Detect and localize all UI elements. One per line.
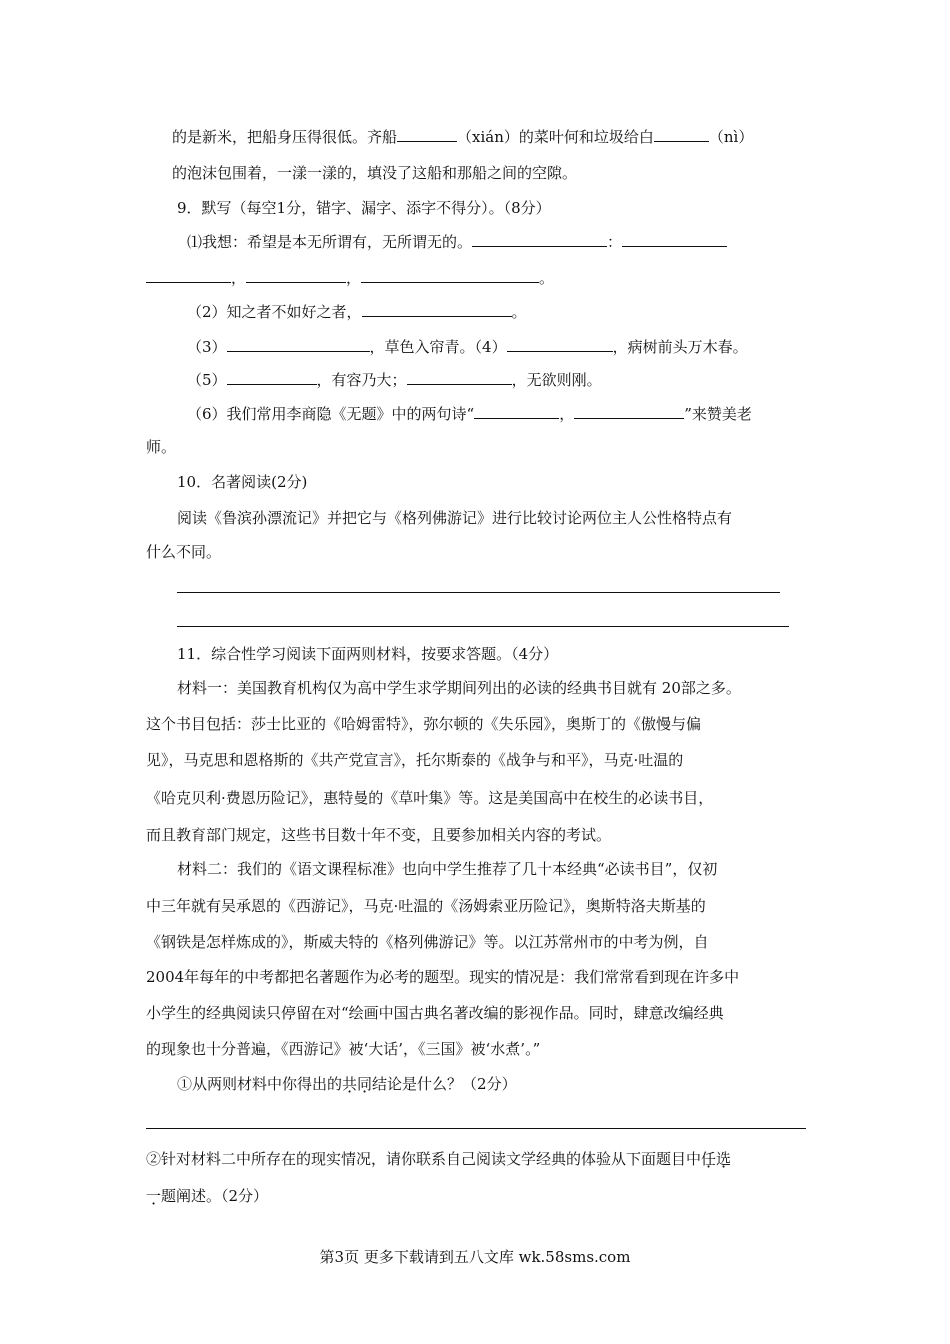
answer-line[interactable] bbox=[177, 626, 789, 627]
blank[interactable] bbox=[362, 301, 512, 317]
q9-title: 9．默写（每空1分，错字、漏字、添字不得分）。（8分） bbox=[177, 199, 551, 217]
q9-item-6-cont: 师。 bbox=[146, 438, 177, 456]
material-2-line: 中三年就有吴承恩的《西游记》，马克·吐温的《汤姆索亚历险记》，奥斯特洛夫斯基的 bbox=[146, 897, 706, 915]
blank[interactable] bbox=[246, 267, 346, 283]
material-2-line: 2004年每年的中考都把名著题作为必考的题型。现实的情况是：我们常常看到现在许多中 bbox=[146, 968, 740, 986]
q9-item-1-cont: ， ， 。 bbox=[146, 267, 554, 289]
q9-item-2: （2）知之者不如好之者， 。 bbox=[187, 303, 527, 321]
blank[interactable] bbox=[227, 336, 370, 352]
q9-item-3-4: （3） ，草色入帘青。（4） ，病树前头万木春。 bbox=[187, 338, 748, 356]
q10-line-2: 什么不同。 bbox=[146, 543, 222, 561]
blank[interactable] bbox=[622, 231, 727, 247]
q9-item-5: （5） ，有容乃大； ，无欲则刚。 bbox=[187, 371, 602, 389]
material-1-line: 而且教育部门规定，这些书目数十年不变，且要参加相关内容的考试。 bbox=[146, 826, 612, 844]
blank[interactable] bbox=[574, 403, 684, 419]
blank[interactable] bbox=[507, 336, 613, 352]
q11-sub-1: ①从两则材料中你得出的共同结论是什么？（2分） bbox=[177, 1075, 517, 1093]
q9-item-1: ⑴我想：希望是本无所谓有，无所谓无的。 ： bbox=[187, 231, 727, 253]
blank[interactable] bbox=[397, 126, 457, 142]
material-1-line: 见》，马克思和恩格斯的《共产党宣言》，托尔斯泰的《战争与和平》，马克·吐温的 bbox=[146, 751, 684, 769]
q11-sub-2-cont: 一题阐述。（2分） bbox=[146, 1187, 269, 1205]
material-2-line: 的现象也十分普遍，《西游记》被‘大话’，《三国》被‘水煮’。” bbox=[146, 1040, 541, 1058]
q8-line-2: 的泡沫包围着，一漾一漾的，填没了这船和那船之间的空隙。 bbox=[172, 164, 578, 182]
answer-line[interactable] bbox=[146, 1128, 806, 1129]
material-1-line: 这个书目包括：莎士比亚的《哈姆雷特》，弥尔顿的《失乐园》，奥斯丁的《傲慢与偏 bbox=[146, 715, 702, 733]
blank[interactable] bbox=[227, 369, 317, 385]
answer-line[interactable] bbox=[177, 592, 780, 593]
material-2-line: 材料二：我们的《语文课程标准》也向中学生推荐了几十本经典“必读书目”，仅初 bbox=[177, 860, 718, 878]
material-2-line: 《钢铁是怎样炼成的》，斯威夫特的《格列佛游记》等。以江苏常州市的中考为例，自 bbox=[146, 933, 709, 951]
q10-title: 10．名著阅读(2分) bbox=[177, 473, 308, 491]
material-2-line: 小学生的经典阅读只停留在对“绘画中国古典名著改编的影视作品。同时，肆意改编经典 bbox=[146, 1004, 724, 1022]
q11-title: 11．综合性学习阅读下面两则材料，按要求答题。（4分） bbox=[177, 645, 559, 663]
blank[interactable] bbox=[407, 369, 512, 385]
material-1-line: 材料一：美国教育机构仅为高中学生求学期间列出的必读的经典书目就有 20部之多。 bbox=[177, 679, 741, 697]
material-1-line: 《哈克贝利·费恩历险记》，惠特曼的《草叶集》等。这是美国高中在校生的必读书目， bbox=[146, 789, 714, 807]
q11-sub-2: ②针对材料二中所存在的现实情况，请你联系自己阅读文学经典的体验从下面题目中任选 bbox=[146, 1150, 732, 1168]
blank[interactable] bbox=[472, 231, 607, 247]
q8-line-1: 的是新米，把船身压得很低。齐船 （xián）的菜叶何和垃圾给白 （nì） bbox=[172, 128, 754, 146]
blank[interactable] bbox=[654, 126, 709, 142]
q10-line-1: 阅读《鲁滨孙漂流记》并把它与《格列佛游记》进行比较讨论两位主人公性格特点有 bbox=[177, 509, 733, 527]
blank[interactable] bbox=[146, 267, 231, 283]
page-footer: 第3页 更多下载请到五八文库 wk.58sms.com bbox=[319, 1248, 631, 1266]
blank[interactable] bbox=[361, 267, 539, 283]
q9-item-6: （6）我们常用李商隐《无题》中的两句诗“ ， ”来赞美老 bbox=[187, 405, 752, 423]
blank[interactable] bbox=[474, 403, 559, 419]
